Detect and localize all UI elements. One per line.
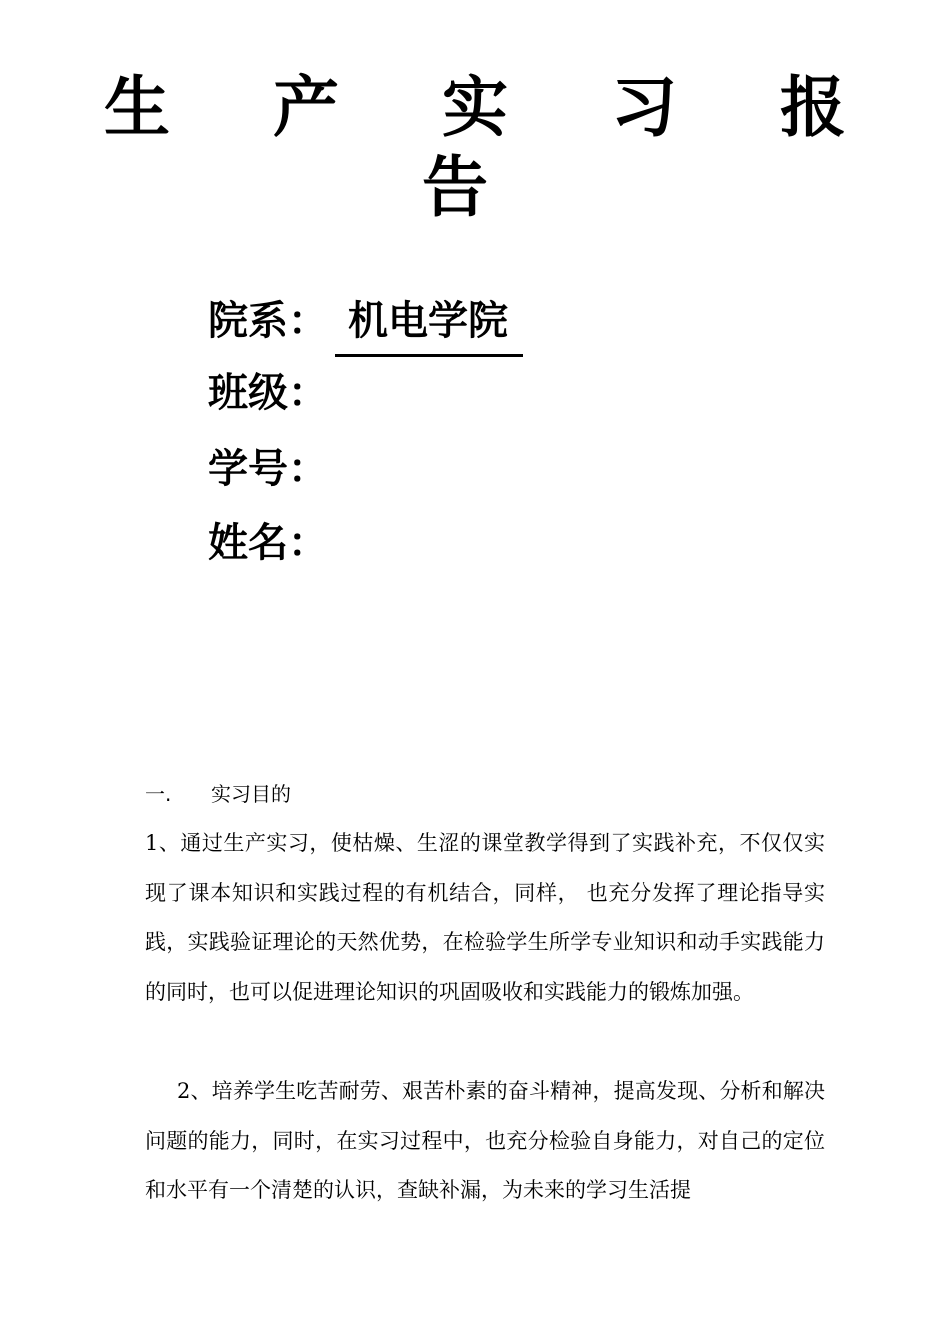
paragraph-2: 2、培养学生吃苦耐劳、艰苦朴素的奋斗精神，提高发现、分析和解决问题的能力，同时，在实习过程中，也充分检验自身能力，对自己的定位和水平有一个清楚的认识，查缺补漏，为未来的学习生活提 bbox=[145, 1079, 825, 1202]
name-field bbox=[208, 518, 328, 568]
department-label: 院系： bbox=[208, 298, 328, 344]
report-title: 生 产 实 习 报 告 bbox=[104, 69, 886, 226]
paragraph-1: 1、通过生产实习，使枯燥、生涩的课堂教学得到了实践补充，不仅仅实现了课本知识和实践过程的有机结合，同样， 也充分发挥了理论指导实践，实践验证理论的天然优势，在检验学生所学专业知识和动手实践能力的同时，也可以促进理论知识的巩固吸收和实践能力的锻炼加强。 bbox=[145, 831, 825, 1004]
department-field bbox=[208, 296, 510, 346]
class-label: 班级： bbox=[208, 370, 328, 416]
section-number: 一. bbox=[145, 782, 172, 806]
student-id-field bbox=[208, 444, 328, 494]
section-title: 实习目的 bbox=[211, 782, 291, 806]
section-heading bbox=[145, 780, 291, 808]
class-field bbox=[208, 368, 328, 418]
student-id-label: 学号： bbox=[208, 446, 328, 492]
department-underline bbox=[335, 354, 523, 357]
department-value: 机电学院 bbox=[348, 298, 508, 344]
name-label: 姓名： bbox=[208, 520, 328, 566]
